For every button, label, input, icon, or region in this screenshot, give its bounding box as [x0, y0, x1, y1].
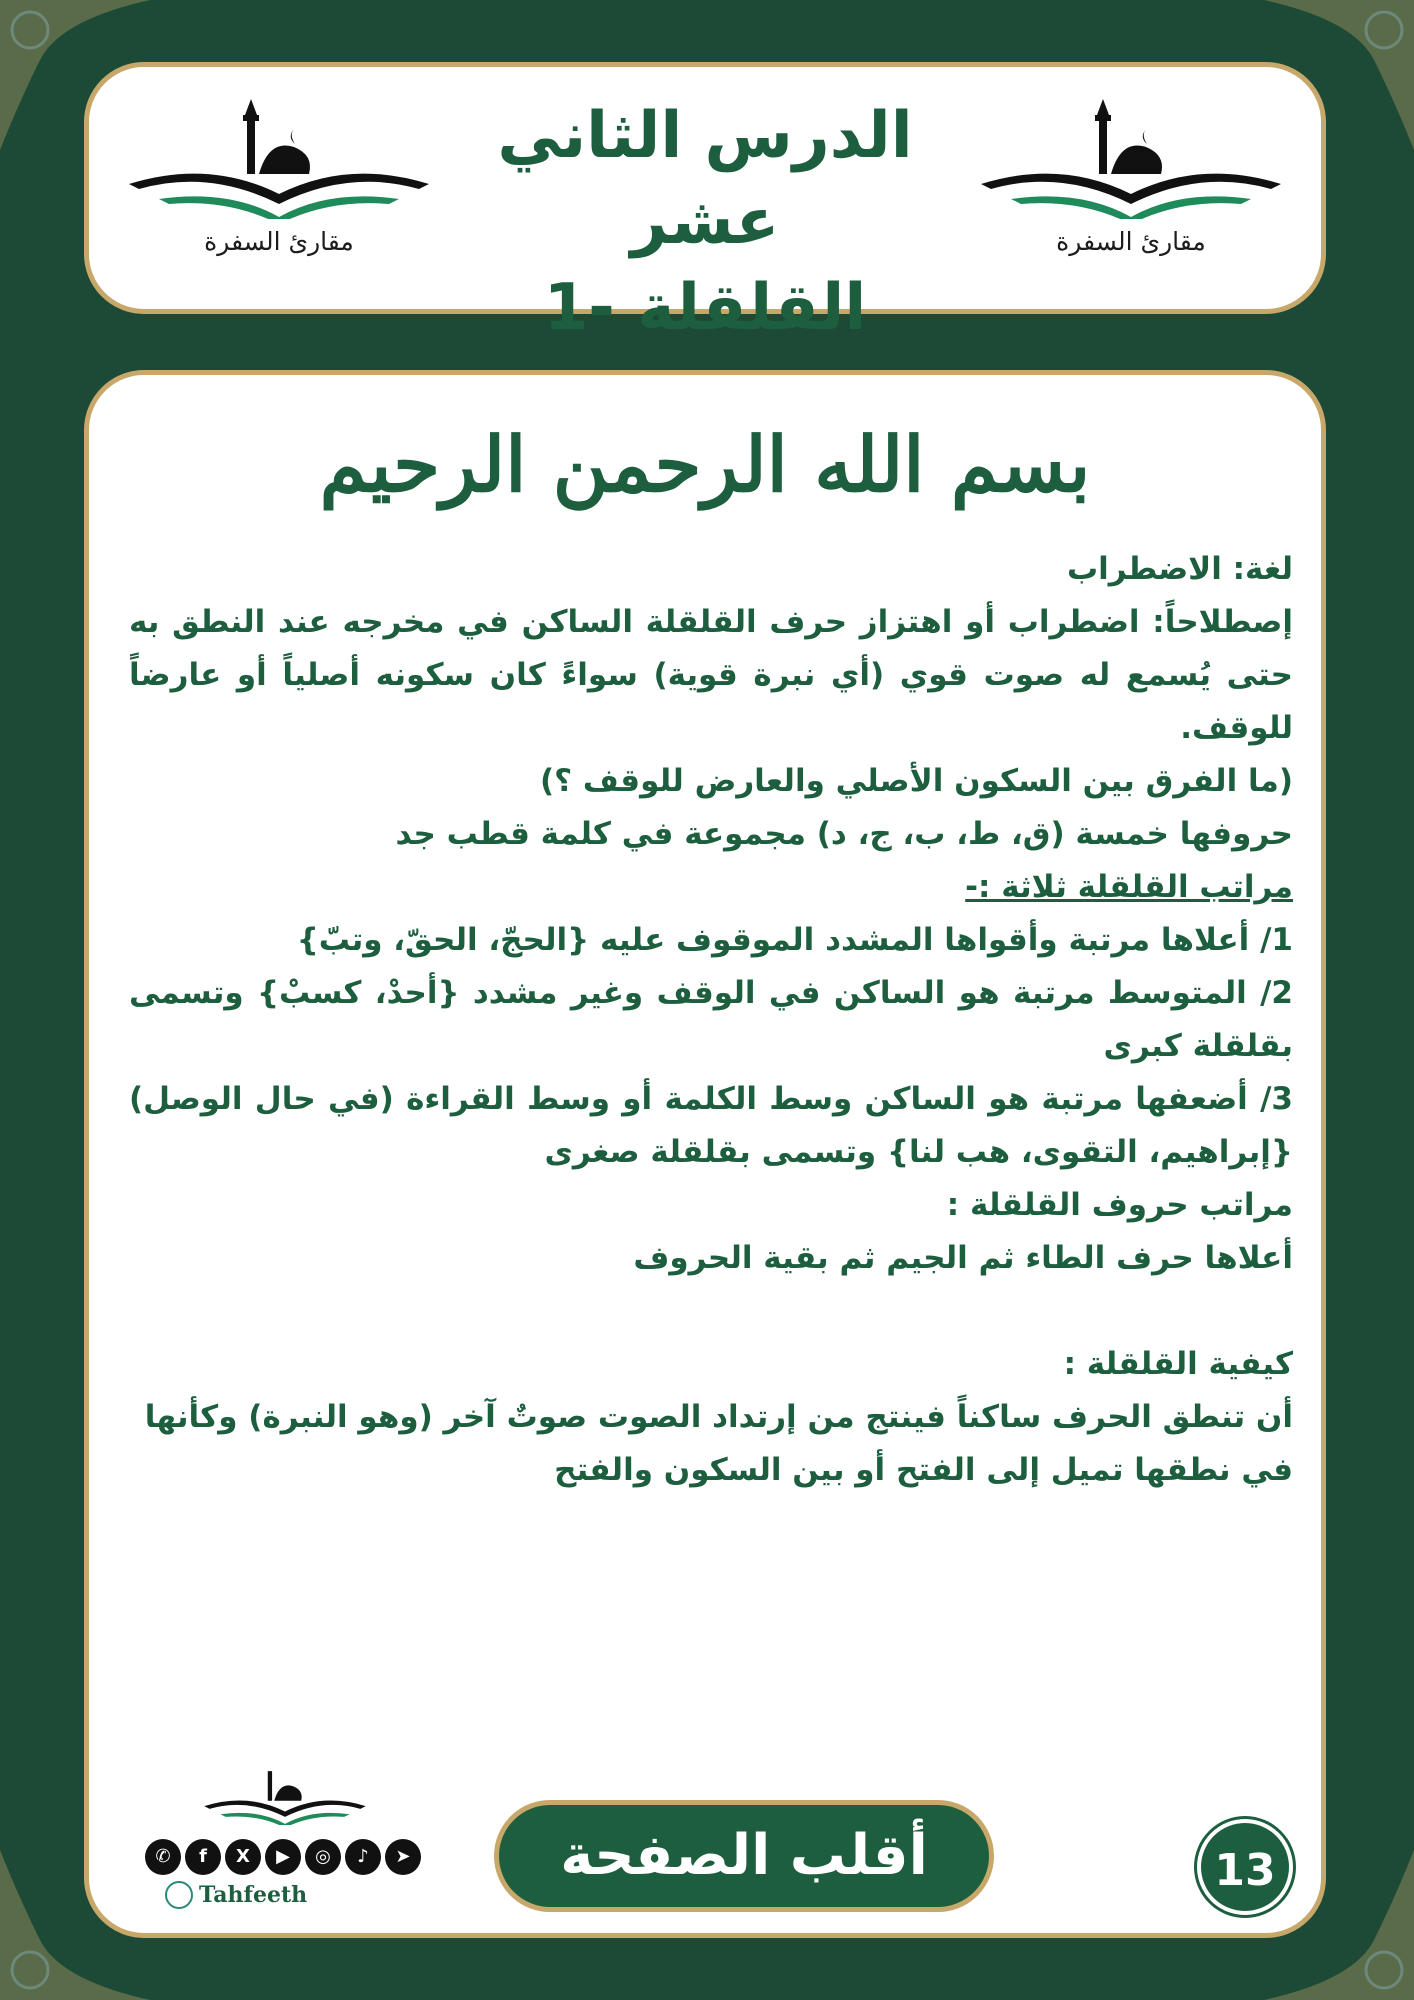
globe-icon: [165, 1881, 193, 1909]
line-definition-lang: لغة: الاضطراب: [1066, 551, 1293, 587]
turn-page-button[interactable]: أقلب الصفحة: [494, 1800, 994, 1912]
logo: [971, 89, 1291, 269]
line-ranks-heading: مراتب القلقلة ثلاثة :-: [965, 869, 1293, 905]
telegram-icon[interactable]: ➤: [385, 1839, 421, 1875]
facebook-icon[interactable]: f: [185, 1839, 221, 1875]
line-letter-ranks: أعلاها حرف الطاء ثم الجيم ثم بقية الحروف: [633, 1240, 1293, 1276]
website-link[interactable]: [165, 1881, 307, 1909]
logo: [119, 89, 439, 269]
header-panel: [84, 62, 1326, 345]
youtube-icon[interactable]: ▶: [265, 1839, 301, 1875]
line-definition-term: إصطلاحاً: اضطراب أو اهتزاز حرف القلقلة الساكن في مخرجه عند النطق به حتى يُسمع له صوت قوي (أي نبرة قوية) سواءً كان سكونه أصلياً أو عارضاً للوقف.: [129, 604, 1293, 746]
page-number: 13: [1197, 1819, 1293, 1915]
line-rank-3: 3/ أضعفها مرتبة هو الساكن وسط الكلمة أو وسط القراءة (في حال الوصل) {إبراهيم، التقوى، هب لنا} وتسمى بقلقلة صغرى: [129, 1081, 1293, 1170]
open-book-mosque-icon: [971, 89, 1291, 219]
line-method-heading: كيفية القلقلة :: [1063, 1346, 1293, 1382]
social-icons: [145, 1839, 421, 1875]
content-panel: [84, 370, 1326, 1938]
line-question: (ما الفرق بين السكون الأصلي والعارض للوقف ؟): [539, 763, 1293, 799]
line-letter-ranks-heading: مراتب حروف القلقلة :: [946, 1187, 1293, 1223]
instagram-icon[interactable]: ◎: [305, 1839, 341, 1875]
open-book-mosque-icon: [119, 89, 439, 219]
basmala: بسم الله الرحمن الرحيم: [319, 420, 1091, 509]
open-book-mosque-icon: [195, 1755, 375, 1825]
line-rank-2: 2/ المتوسط مرتبة هو الساكن في الوقف وغير مشدد {أحدْ، كسبْ} وتسمى بقلقلة كبرى: [129, 975, 1293, 1064]
logo-caption: مقارئ السفرة: [204, 227, 354, 256]
x-icon[interactable]: X: [225, 1839, 261, 1875]
logo-caption: مقارئ السفرة: [1056, 227, 1206, 256]
lesson-title: [429, 93, 981, 351]
line-method: أن تنطق الحرف ساكناً فينتج من إرتداد الصوت صوتٌ آخر (وهو النبرة) وكأنها في نطقها تميل إلى الفتح أو بين السكون والفتح: [144, 1399, 1293, 1488]
whatsapp-icon[interactable]: ✆: [145, 1839, 181, 1875]
tiktok-icon[interactable]: ♪: [345, 1839, 381, 1875]
line-rank-1: 1/ أعلاها مرتبة وأقواها المشدد الموقوف عليه {الحجّ، الحقّ، وتبّ}: [296, 922, 1293, 958]
title-line2: القلقلة -1: [543, 271, 867, 345]
site-label: Tahfeeth: [199, 1882, 308, 1908]
lesson-body: [129, 543, 1293, 1497]
title-line1: الدرس الثاني عشر: [497, 99, 913, 259]
footer-brand: [145, 1755, 445, 1915]
line-letters: حروفها خمسة (ق، ط، ب، ج، د) مجموعة في كلمة قطب جد: [395, 816, 1293, 852]
